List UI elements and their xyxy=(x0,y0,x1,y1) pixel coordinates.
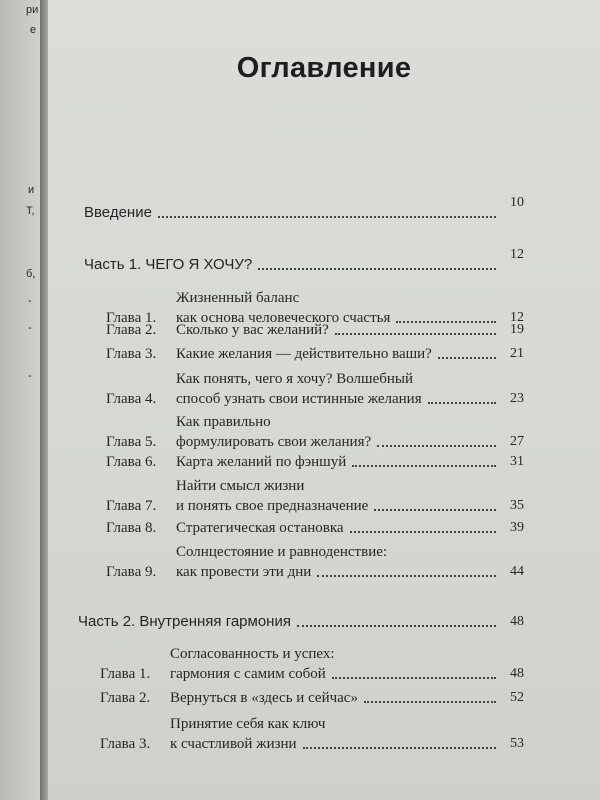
page-number: 12 xyxy=(510,247,524,262)
page-number: 31 xyxy=(510,454,524,469)
chapter-title-line1: Жизненный баланс xyxy=(176,290,300,306)
chapter-label: Глава 4. xyxy=(106,391,157,407)
toc-page xyxy=(48,0,600,800)
chapter-label: Глава 9. xyxy=(106,564,157,580)
left-fragment: е xyxy=(30,24,37,36)
left-fragment: Т, xyxy=(26,205,35,217)
leader-dots xyxy=(332,677,496,679)
page-number: 48 xyxy=(510,666,524,681)
page-number: 12 xyxy=(510,310,524,325)
toc-chapter[interactable] xyxy=(100,644,524,684)
page-title: Оглавление xyxy=(236,52,412,84)
intro-label: Введение xyxy=(84,204,152,221)
page-number: 53 xyxy=(510,736,524,751)
page-number: 39 xyxy=(510,520,524,535)
page-number: 27 xyxy=(510,434,524,449)
chapter-title: Карта желаний по фэншуй xyxy=(176,454,347,470)
toc-chapter[interactable] xyxy=(106,452,524,472)
left-fragment: ри xyxy=(26,4,39,16)
chapter-label: Глава 5. xyxy=(106,434,157,450)
left-fragment: - xyxy=(28,322,32,334)
toc-chapter[interactable] xyxy=(106,412,524,452)
page-number: 44 xyxy=(510,564,524,579)
chapter-title-line1: Согласованность и успех: xyxy=(170,646,335,662)
leader-dots xyxy=(428,402,496,404)
toc-chapter[interactable] xyxy=(106,542,524,582)
chapter-label: Глава 1. xyxy=(106,310,157,326)
page-number: 10 xyxy=(510,195,524,210)
chapter-title-line2: и понять свое предназначение xyxy=(176,498,369,514)
chapter-title-line1: Как понять, чего я хочу? Волшебный xyxy=(176,371,413,387)
left-fragment: и xyxy=(28,184,35,196)
leader-dots xyxy=(438,357,496,359)
toc-chapter[interactable] xyxy=(106,476,524,516)
left-fragment: б, xyxy=(26,268,36,280)
leader-dots xyxy=(335,333,496,335)
page-number: 19 xyxy=(510,322,524,337)
leader-dots xyxy=(158,216,496,218)
leader-dots xyxy=(258,268,496,270)
chapter-title-line2: как провести эти дни xyxy=(176,564,312,580)
chapter-label: Глава 7. xyxy=(106,498,157,514)
chapter-title-line2: к счастливой жизни xyxy=(170,736,297,752)
leader-dots xyxy=(303,747,496,749)
chapter-label: Глава 8. xyxy=(106,520,157,536)
toc-chapter[interactable] xyxy=(106,518,524,538)
toc-part-2[interactable] xyxy=(78,612,524,632)
previous-page-edge xyxy=(0,0,40,800)
toc-chapter[interactable] xyxy=(100,714,524,754)
chapter-title-line2: формулировать свои желания? xyxy=(176,434,372,450)
leader-dots xyxy=(350,531,496,533)
chapter-title-line1: Принятие себя как ключ xyxy=(170,716,326,732)
chapter-title-line1: Солнцестояние и равноденствие: xyxy=(176,544,388,560)
leader-dots xyxy=(377,445,496,447)
leader-dots xyxy=(352,465,496,467)
chapter-title: Стратегическая остановка xyxy=(176,520,344,536)
chapter-label: Глава 2. xyxy=(100,690,151,706)
toc-chapter[interactable] xyxy=(106,369,524,409)
left-fragment: - xyxy=(28,370,32,382)
toc-part-1[interactable] xyxy=(84,247,524,275)
page-number: 21 xyxy=(510,346,524,361)
page-number: 48 xyxy=(510,614,524,629)
chapter-title-line2: способ узнать свои истинные желания xyxy=(176,391,422,407)
toc-chapter[interactable] xyxy=(106,320,524,340)
chapter-title-line2: как основа человеческого счастья xyxy=(176,310,391,326)
left-fragment: - xyxy=(28,295,32,307)
chapter-title: Вернуться в «здесь и сейчас» xyxy=(170,690,358,706)
toc-intro[interactable] xyxy=(84,195,524,223)
chapter-label: Глава 6. xyxy=(106,454,157,470)
chapter-label: Глава 3. xyxy=(106,346,157,362)
toc-chapter[interactable] xyxy=(106,344,524,364)
chapter-label: Глава 3. xyxy=(100,736,151,752)
leader-dots xyxy=(317,575,496,577)
page-number: 23 xyxy=(510,391,524,406)
part-2-label: Часть 2. Внутренняя гармония xyxy=(78,613,291,630)
chapter-label: Глава 1. xyxy=(100,666,151,682)
toc-chapter[interactable] xyxy=(100,688,524,708)
chapter-title: Какие желания — действительно ваши? xyxy=(176,346,432,362)
page-number: 52 xyxy=(510,690,524,705)
leader-dots xyxy=(364,701,496,703)
part-1-label: Часть 1. ЧЕГО Я ХОЧУ? xyxy=(84,256,253,273)
chapter-title-line1: Найти смысл жизни xyxy=(176,478,305,494)
chapter-label: Глава 2. xyxy=(106,322,157,338)
book-gutter xyxy=(40,0,48,800)
leader-dots xyxy=(374,509,496,511)
chapter-title: Сколько у вас желаний? xyxy=(176,322,329,338)
page-number: 35 xyxy=(510,498,524,513)
chapter-title-line1: Как правильно xyxy=(176,414,271,430)
leader-dots xyxy=(297,625,496,627)
chapter-title-line2: гармония с самим собой xyxy=(170,666,326,682)
